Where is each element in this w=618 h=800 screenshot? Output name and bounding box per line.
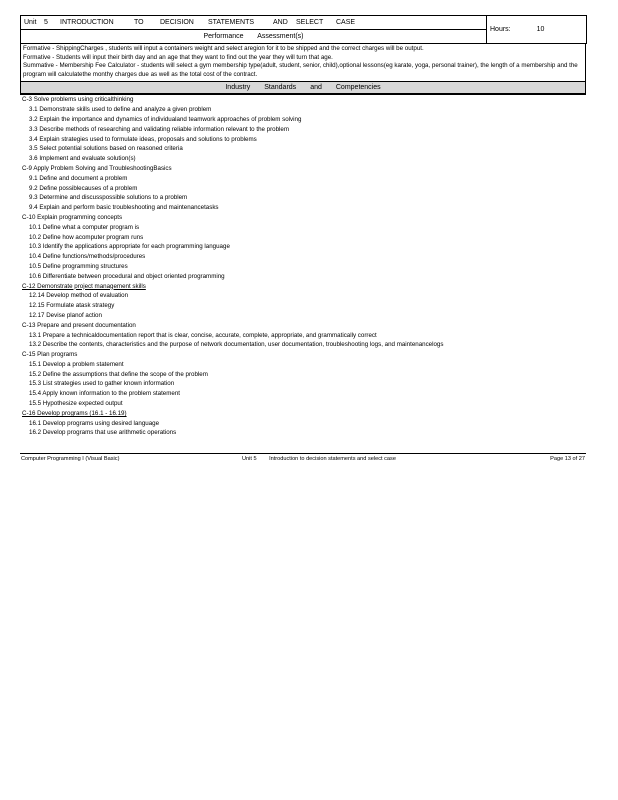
competency-item: 3.6 Implement and evaluate solution(s)	[29, 155, 136, 163]
competency-item: 10.5 Define programming structures	[29, 262, 128, 270]
assessment-item: Formative - Students will input their birth day and an age that they want to find out the year they will turn that age.	[23, 53, 333, 61]
footer-course: Computer Programming I (Visual Basic)	[21, 456, 120, 462]
competency-heading: C-12 Demonstrate project management skills	[22, 282, 146, 290]
competency-item: 13.1 Prepare a technicaldocumentation report that is clear, concise, accurate, complete, appropriate, and grammatically correct	[29, 331, 377, 339]
footer-page-number: Page 13 of 27	[550, 456, 585, 462]
competency-item: 10.2 Define how acomputer program runs	[29, 233, 144, 241]
assessment-descriptions	[20, 44, 586, 82]
competency-item: 15.3 List strategies used to gather known information	[29, 380, 175, 388]
competency-item: 3.5 Select potential solutions based on reasoned criteria	[29, 145, 183, 153]
footer-unit-number: Unit 5	[242, 456, 257, 462]
page-footer	[20, 453, 586, 465]
competency-item: 9.1 Define and document a problem	[29, 174, 128, 182]
title-word: CASE	[336, 19, 356, 26]
hours-value: 10	[536, 26, 545, 33]
competency-item: 10.4 Define functions/methods/procedures	[29, 253, 146, 261]
footer-unit	[242, 456, 396, 462]
competency-item: 15.5 Hypothesize expected output	[29, 400, 123, 408]
competency-item: 9.2 Define possiblecauses of a problem	[29, 184, 138, 192]
title-word: DECISION	[160, 19, 194, 26]
unit-title	[24, 19, 483, 26]
hours-cell	[487, 16, 587, 44]
title-word: INTRODUCTION	[60, 19, 114, 26]
unit-title-cell	[21, 16, 487, 30]
competency-heading: C-9 Apply Problem Solving and TroubleshootingBasics	[22, 164, 172, 172]
competency-item: 16.1 Develop programs using desired language	[29, 419, 160, 427]
title-word: SELECT	[296, 19, 324, 26]
band-word: Standards	[264, 84, 297, 92]
competency-heading: C-16 Develop programs (16.1 - 16.19)	[22, 409, 127, 417]
competency-heading: C-3 Solve problems using criticalthinking	[22, 96, 134, 104]
competency-item: 15.2 Define the assumptions that define the scope of the problem	[29, 370, 208, 378]
competency-heading: C-13 Prepare and present documentation	[22, 321, 136, 329]
competency-item: 12.14 Develop method of evaluation	[29, 292, 129, 300]
band-word: and	[310, 84, 322, 92]
heading-word: Performance	[203, 33, 244, 40]
performance-assessment-heading	[21, 30, 487, 44]
competency-item: 12.15 Formulate atask strategy	[29, 302, 115, 310]
footer-unit-title: Introduction to decision statements and select case	[269, 456, 396, 462]
title-word: AND	[273, 19, 288, 26]
hours-label: Hours:	[490, 26, 511, 33]
competency-item: 9.4 Explain and perform basic troubleshooting and maintenancetasks	[29, 204, 219, 212]
title-word: 5	[44, 19, 48, 26]
assessment-item: Formative - ShippingCharges , students will input a containers weight and select aregion for it to be shipped and the correct charges will be output.	[23, 45, 424, 52]
competency-item: 3.4 Explain strategies used to formulate ideas, proposals and solutions to problems	[29, 135, 257, 143]
competency-heading: C-10 Explain programming concepts	[22, 213, 123, 221]
title-word: TO	[134, 19, 144, 26]
competency-item: 3.3 Describe methods of researching and validating reliable information relevant to the problem	[29, 125, 290, 133]
band-word: Competencies	[335, 84, 381, 92]
competency-item: 10.6 Differentiate between procedural and object oriented programming	[29, 272, 225, 280]
title-word: STATEMENTS	[208, 19, 255, 26]
competency-item: 9.3 Determine and discusspossible solutions to a problem	[29, 194, 188, 202]
competency-item: 10.1 Define what a computer program is	[29, 223, 140, 231]
competency-item: 3.1 Demonstrate skills used to define and analyze a given problem	[29, 106, 212, 114]
competency-item: 10.3 Identify the applications appropriate for each programming language	[29, 243, 230, 251]
unit-header-table	[20, 15, 587, 44]
competency-item: 16.2 Develop programs that use arithmetic operations	[29, 429, 177, 437]
title-word: Unit	[24, 19, 37, 26]
document-page	[20, 15, 586, 438]
competency-item: 15.1 Develop a problem statement	[29, 360, 124, 368]
standards-band	[20, 82, 586, 94]
competency-item: 3.2 Explain the importance and dynamics of individualand teamwork approaches of problem solving	[29, 115, 302, 123]
competency-item: 13.2 Describe the contents, characteristics and the purpose of network documentation, user documentation, troubleshooting logs, and maintenancelogs	[29, 341, 444, 349]
heading-word: Assessment(s)	[257, 33, 304, 40]
competency-item: 12.17 Devise planof action	[29, 311, 102, 319]
competency-heading: C-15 Plan programs	[22, 351, 78, 359]
competency-list	[20, 94, 586, 438]
assessment-item: Summative - Membership Fee Calculator - students will select a gym membership type(adult, student, senior, child),optional lessons(eg karate, yoga, personal trainer), the length of a membership and the program will calculatethe monthy charges due as well as the total cost of the contract.	[23, 62, 578, 78]
competency-item: 15.4 Apply known information to the problem statement	[29, 390, 180, 398]
band-word: Industry	[225, 84, 251, 92]
